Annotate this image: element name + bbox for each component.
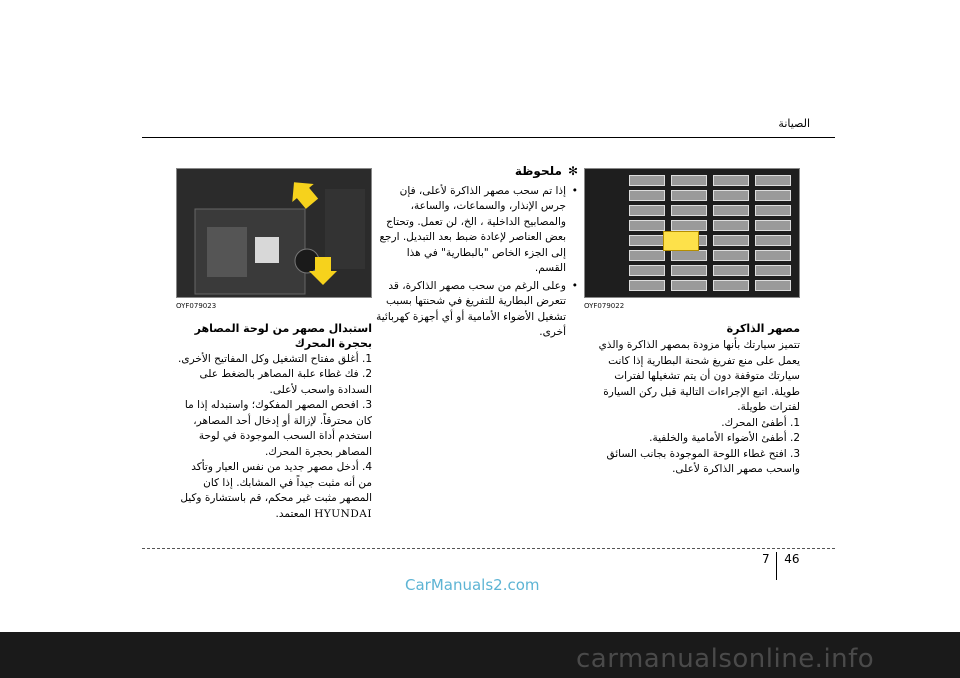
memory-fuse-heading: مصهر الذاكرة bbox=[726, 321, 800, 335]
engine-bay-illustration bbox=[176, 169, 371, 298]
fuse-grid bbox=[629, 175, 791, 291]
engine-step-2: 2. فك غطاء علبة المصاهر بالضغط على السدادة واسحب لأعلى. bbox=[199, 368, 372, 396]
page-number bbox=[762, 552, 800, 580]
memory-fuse-intro: تتميز سيارتك بأنها مزودة بمصهر الذاكرة والذي يعمل على منع تفريغ شحنة البطارية إذا كانت سيارتك متوقفة دون أن يتم تشغيلها لفترات طويلة. اتبع الإجراءات التالية قبل ركن السيارة لفترات طويلة. bbox=[598, 339, 800, 413]
memory-fuse-highlight bbox=[663, 231, 699, 251]
footer-rule bbox=[142, 548, 835, 549]
note-bullet-2: • وعلى الرغم من سحب مصهر الذاكرة، قد تتعرض البطارية للتفريغ في شحنتها بسبب تشغيل الأضواء الأمامية أو أي أجهزة كهربائية أخرى. bbox=[374, 279, 578, 341]
right-column bbox=[584, 168, 800, 478]
engine-fuse-box-photo bbox=[176, 168, 372, 298]
watermark-bottom: carmanualsonline.info bbox=[576, 644, 875, 674]
brand-name: HYUNDAI bbox=[314, 507, 372, 520]
page-index: 46 bbox=[784, 552, 800, 566]
step-1: 1. أطفئ المحرك. bbox=[721, 416, 800, 429]
section-title: الصيانة bbox=[778, 117, 810, 130]
page-chapter: 7 bbox=[762, 552, 770, 566]
header-rule bbox=[142, 137, 835, 138]
left-column bbox=[176, 168, 372, 522]
engine-step-4-end bbox=[176, 507, 372, 523]
engine-fuse-heading-line2: بحجرة المحرك bbox=[294, 337, 372, 350]
page-number-separator bbox=[776, 552, 777, 580]
step-3: 3. افتح غطاء اللوحة الموجودة بجانب السائق واسحب مصهر الذاكرة لأعلى. bbox=[606, 447, 800, 475]
step-2: 2. أطفئ الأضواء الأمامية والخلفية. bbox=[649, 432, 800, 444]
engine-fuse-heading-line1: استبدال مصهر من لوحة المصاهر bbox=[194, 321, 372, 335]
engine-step-3: 3. افحص المصهر المفكوك؛ واستبدله إذا ما كان محترقاً. لإزالة أو إدخال أحد المصاهر، استخدم أداة السحب الموجودة في لوحة المصاهر بحجرة المحرك. bbox=[184, 399, 372, 458]
engine-step-4: 4. أدخل مصهر جديد من نفس العيار وتأكد من أنه مثبت جيداً في المشابك. إذا كان المصهر مثبت غير محكم، قم باستشارة وكيل bbox=[180, 461, 372, 504]
note-heading bbox=[374, 164, 578, 180]
engine-step-1: 1. أغلق مفتاح التشغيل وكل المفاتيح الأخرى. bbox=[178, 352, 372, 365]
note-bullet-1: • إذا تم سحب مصهر الذاكرة لأعلى، فإن جرس الإنذار، والسماعات، والساعة، والمصابيح الداخلية ، الخ، لن تعمل. وتحتاج بعض العناصر لإعادة ضبط بعد التبديل. ارجع إلى الجزء الخاص "بالبطارية" في هذا القسم. bbox=[374, 184, 578, 277]
photo-caption-right: OYF079022 bbox=[584, 302, 625, 310]
brand-suffix: المعتمد. bbox=[275, 507, 311, 520]
photo-caption-left: OYF079023 bbox=[176, 302, 217, 310]
star-icon: ✻ bbox=[567, 164, 578, 178]
watermark-top: CarManuals2.com bbox=[405, 576, 540, 594]
note-title: ملحوظة bbox=[514, 164, 562, 178]
middle-column bbox=[374, 164, 578, 341]
fuse-panel-photo bbox=[584, 168, 800, 298]
